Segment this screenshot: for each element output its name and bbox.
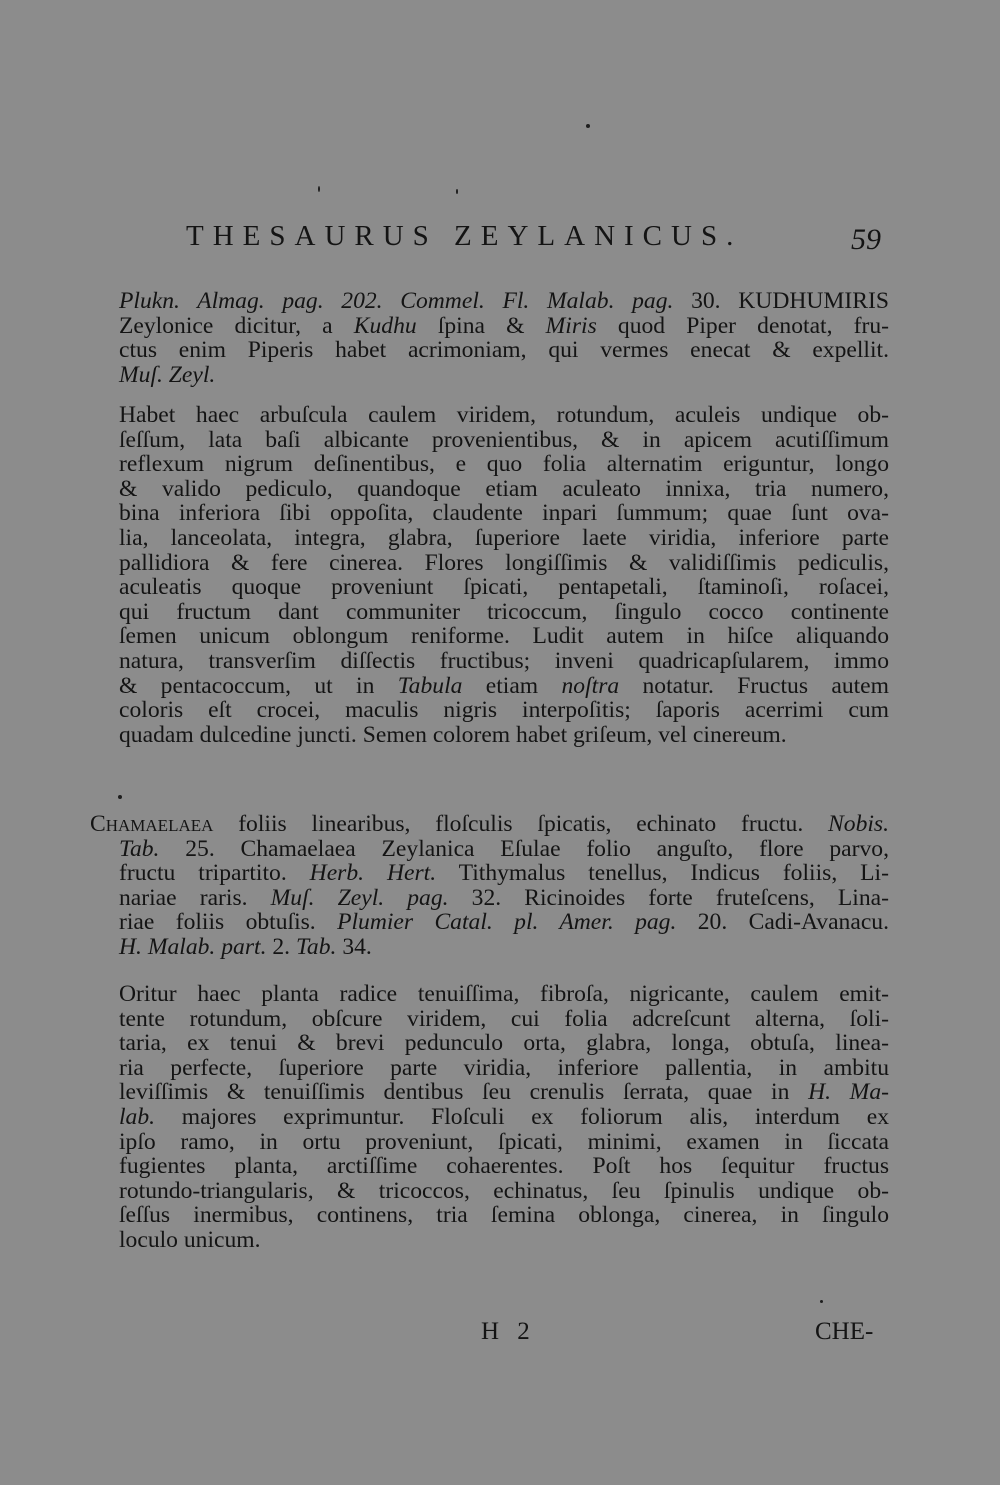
text-run: & pentacoccum, ut in <box>119 672 398 699</box>
text-line <box>119 403 889 428</box>
text-run: Muſ. Zeyl. pag. <box>270 884 449 911</box>
text-run: ſemen unicum oblongum reniforme. Ludit autem in hiſce aliquando <box>119 623 889 650</box>
text-run: fructu tripartito. <box>119 860 310 887</box>
text-line <box>90 910 889 935</box>
text-line <box>90 837 889 862</box>
paragraph-synonyms-kudhumiris <box>119 289 889 387</box>
text-run: Habet haec arbuſcula caulem viridem, rotundum, aculeis undique ob- <box>119 402 889 428</box>
text-line <box>119 551 889 576</box>
text-run: loculo unicum. <box>119 1226 261 1253</box>
text-run: Plukn. Almag. pag. 202. Commel. Fl. Malab. pag. <box>119 288 674 314</box>
text-run: Nobis. <box>828 811 889 837</box>
text-line <box>119 289 889 314</box>
page-number: 59 <box>851 223 881 256</box>
text-run: qui fructum dant communiter tricoccum, ſingulo cocco continente <box>119 598 889 625</box>
text-run: ſpina & <box>416 312 546 339</box>
text-run: etiam <box>462 672 562 699</box>
text-run: ipſo ramo, in ortu proveniunt, ſpicati, minimi, examen in ſiccata <box>119 1128 889 1155</box>
text-run: Plumier Catal. pl. Amer. pag. <box>337 909 677 936</box>
text-line <box>119 1179 889 1204</box>
text-run: nariae raris. <box>119 884 271 911</box>
text-line <box>119 1031 889 1056</box>
text-run: ſeſſus inermibus, continens, tria ſemina oblonga, cinerea, in ſingulo <box>119 1202 889 1229</box>
text-run: quadam dulcedine juncti. Semen colorem habet griſeum, vel cinereum. <box>119 721 787 748</box>
text-run: quod Piper denotat, fru- <box>596 312 889 339</box>
text-run: reflexum nigrum deſinentibus, e quo folia alternatim eriguntur, longo <box>119 451 889 478</box>
text-line <box>119 575 889 600</box>
text-run: pallidiora & fere cinerea. Flores longiſſimis & validiſſimis pediculis, <box>119 549 889 576</box>
text-run: natura, transverſim diſſectis fructibus; inveni quadricapſularem, immo <box>119 647 889 674</box>
running-title: THESAURUS ZEYLANICUS. <box>186 220 743 252</box>
text-line <box>90 861 889 886</box>
text-line <box>119 338 889 363</box>
signature-mark: H 2 <box>481 1318 536 1345</box>
text-run: majores exprimuntur. Floſculi ex foliorum alis, interdum ex <box>155 1103 889 1130</box>
text-line <box>119 624 889 649</box>
text-line <box>90 935 889 960</box>
text-line <box>119 674 889 699</box>
paragraph-entry-chamaelaea <box>90 812 889 960</box>
text-line <box>119 501 889 526</box>
text-run: Tab. <box>295 933 337 960</box>
text-run: rotundo-triangularis, & tricoccos, echinatus, ſeu ſpinulis undique ob- <box>119 1177 889 1204</box>
text-run: 32. Ricinoides forte fruteſcens, Lina- <box>448 884 889 911</box>
text-run: lab. <box>119 1103 156 1130</box>
text-run: Tithymalus tenellus, Indicus foliis, Li- <box>436 860 889 887</box>
text-run: 34. <box>336 933 372 960</box>
ink-speck <box>456 189 458 194</box>
text-run: ſeſſum, lata baſi albicante provenientibus, & in apicem acutiſſimum <box>119 426 889 453</box>
text-line <box>119 600 889 625</box>
text-run: leviſſimis & tenuiſſimis dentibus ſeu crenulis ſerrata, quae in <box>119 1079 809 1106</box>
text-line <box>119 1203 889 1228</box>
paragraph-description-kudhumiris <box>119 403 889 747</box>
text-run: ctus enim Piperis habet acrimoniam, qui vermes enecat & expellit. <box>119 337 889 364</box>
text-run: foliis linearibus, floſculis ſpicatis, echinato fructu. <box>213 811 829 837</box>
text-line <box>119 1105 889 1130</box>
text-run: aculeatis quoque proveniunt ſpicati, pentapetali, ſtaminoſi, roſacei, <box>119 574 889 601</box>
text-line <box>119 526 889 551</box>
ink-speck <box>586 124 590 128</box>
text-run: tente rotundum, obſcure viridem, cui folia adcreſcunt alterna, ſoli- <box>119 1005 889 1032</box>
text-line <box>119 723 889 748</box>
text-run: H. Malab. part. <box>119 933 267 960</box>
text-run: ria perfecte, ſuperiore parte viridia, inferiore pallentia, in ambitu <box>119 1054 889 1081</box>
text-run: Tabula <box>397 672 463 699</box>
text-line <box>119 1228 889 1253</box>
text-run: Herb. Hert. <box>309 860 437 887</box>
text-line <box>90 886 889 911</box>
paragraph-description-chamaelaea <box>119 982 889 1253</box>
text-line <box>119 314 889 339</box>
text-run: Miris <box>545 312 597 339</box>
text-run: Oritur haec planta radice tenuiſſima, fibroſa, nigricante, caulem emit- <box>119 981 889 1007</box>
text-line <box>119 363 889 388</box>
text-line <box>119 698 889 723</box>
text-run: riae foliis obtuſis. <box>119 909 338 936</box>
text-line <box>119 1056 889 1081</box>
text-run: taria, ex tenui & brevi pedunculo orta, glabra, longa, obtuſa, linea- <box>119 1030 889 1057</box>
text-run: 25. Chamaelaea Zeylanica Eſulae folio anguſto, flore parvo, <box>159 835 889 862</box>
text-line <box>119 1130 889 1155</box>
text-run: coloris eſt crocei, maculis nigris interpoſitis; ſaporis acerrimi cum <box>119 697 889 724</box>
text-run: noſtra <box>561 672 620 699</box>
text-run: Zeylonice dicitur, a <box>119 312 354 339</box>
text-line <box>90 812 889 837</box>
text-run: Muſ. Zeyl. <box>119 361 216 388</box>
text-run: lia, lanceolata, integra, glabra, ſuperiore laete viridia, inferiore parte <box>119 524 889 551</box>
text-run: notatur. Fructus autem <box>619 672 889 699</box>
text-run: bina inferiora ſibi oppoſita, claudente inpari ſummum; quae ſunt ova- <box>119 500 889 527</box>
text-run: & valido pediculo, quandoque etiam aculeato innixa, tria numero, <box>119 475 889 502</box>
text-line <box>119 1007 889 1032</box>
text-line <box>119 1154 889 1179</box>
text-line <box>119 649 889 674</box>
text-line <box>119 1080 889 1105</box>
text-run: Tab. <box>119 835 160 862</box>
text-run: fugientes planta, arctiſſime cohaerentes. Poſt hos ſequitur fructus <box>119 1153 889 1180</box>
text-run: 30. KUDHUMIRIS <box>673 288 889 314</box>
text-line <box>119 428 889 453</box>
text-run: H. Ma- <box>808 1079 889 1106</box>
ink-speck <box>118 795 122 799</box>
text-line <box>119 452 889 477</box>
text-run: 20. Cadi-Avanacu. <box>676 909 889 936</box>
text-run: Chamaelaea <box>90 811 214 837</box>
text-run: Kudhu <box>353 312 417 339</box>
ink-speck <box>318 186 320 192</box>
text-line <box>119 477 889 502</box>
catchword: CHE- <box>815 1318 874 1345</box>
text-line <box>119 982 889 1007</box>
ink-speck <box>820 1300 823 1303</box>
text-run: 2. <box>266 933 296 960</box>
